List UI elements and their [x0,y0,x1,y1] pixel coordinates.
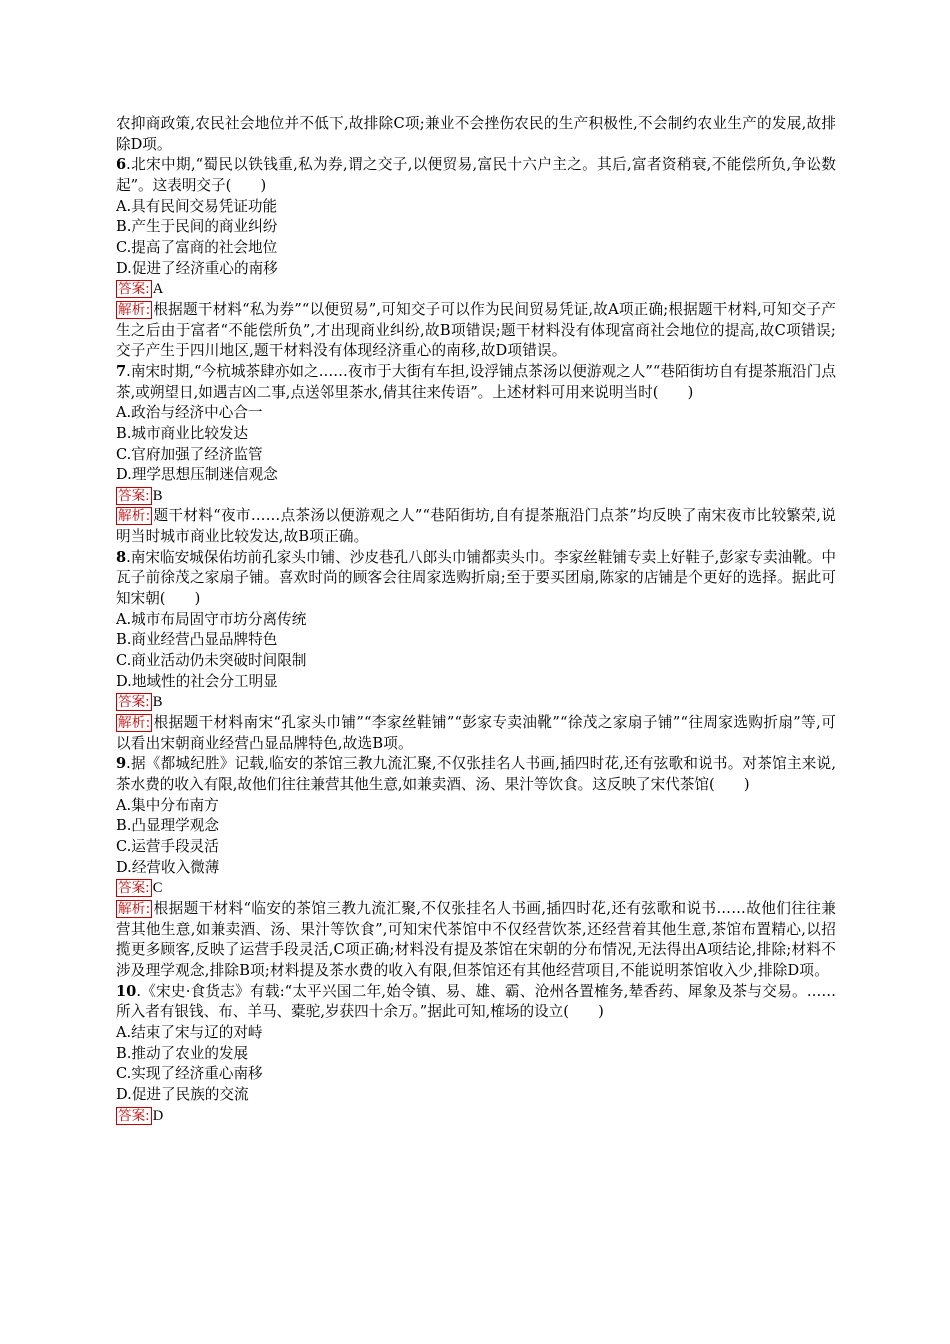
option-c: C.提高了富商的社会地位 [116,238,278,256]
explanation-line [116,713,836,754]
answer-value: C [152,880,163,897]
explanation-tag: 解析: [118,301,151,318]
question-text: .据《都城纪胜》记载,临安的茶馆三教九流汇聚,不仅张挂名人书画,插四时花,还有弦歌和说书。对茶馆主来说,茶水费的收入有限,故他们往往兼营其他生意,如兼卖酒、汤、果汁等饮食。这反映了宋代茶馆( ) [116,755,836,793]
question-text: .北宋中期,“蜀民以铁钱重,私为券,谓之交子,以便贸易,富民十六户主之。其后,富者资稍衰,不能偿所负,争讼数起”。这表明交子( ) [116,156,836,194]
question-6 [116,155,836,362]
option-d: D.理学思想压制迷信观念 [116,466,278,484]
question-7 [116,362,836,548]
question-text: .南宋临安城保佑坊前孔家头巾铺、沙皮巷孔八郎头巾铺都卖头巾。李家丝鞋铺专卖上好鞋子,彭家专卖油靴。中瓦子前徐茂之家扇子铺。喜欢时尚的顾客会往周家选购折扇;至于要买团扇,陈家的店铺是个更好的选择。据此可知宋朝( ) [116,548,836,608]
option-c: C.实现了经济重心南移 [116,1065,263,1083]
option-a: A.结束了宋与辽的对峙 [116,1023,263,1041]
question-number: 7 [116,362,127,380]
explanation-tag: 解析: [118,508,151,525]
option-c: C.商业活动仍未突破时间限制 [116,652,307,670]
question-10 [116,982,836,1127]
answer-line [116,1106,836,1127]
question-number: 10 [116,982,137,1000]
question-number: 9 [116,755,127,773]
answer-line [116,692,836,713]
explanation-text: 根据题干材料南宋“孔家头巾铺”“李家丝鞋铺”“彭家专卖油靴”“徐茂之家扇子铺”“往周家选购折扇”等,可以看出宋朝商业经营凸显品牌特色,故选B项。 [116,714,836,752]
explanation-tag: 解析: [118,715,151,732]
question-stem [116,754,836,795]
option-c: C.运营手段灵活 [116,837,219,855]
question-stem [116,155,836,196]
option-a: A.政治与经济中心合一 [116,404,263,422]
explanation-line [116,300,836,362]
option-a: A.城市布局固守市坊分离传统 [116,610,307,628]
answer-value: D [152,1107,164,1124]
explanation-tag: 解析: [118,900,151,917]
option-b: B.推动了农业的发展 [116,1044,249,1062]
answer-tag: 答案: [118,487,150,504]
explanation-line [116,899,836,982]
answer-line [116,486,836,507]
answer-tag: 答案: [118,694,150,711]
question-text: .《宋史·食货志》有载:“太平兴国二年,始令镇、易、雄、霸、沧州各置榷务,辇香药、犀象及茶与交易。……所入者有银钱、布、羊马、橐驼,岁获四十余万。”据此可知,榷场的设立( ) [116,982,836,1021]
option-b: B.产生于民间的商业纠纷 [116,218,278,236]
answer-value: B [152,487,163,504]
answer-tag: 答案: [118,880,150,897]
answer-value: B [152,694,163,711]
question-stem [116,548,836,610]
question-stem [116,362,836,403]
answer-line [116,878,836,899]
question-stem [116,982,836,1023]
question-9 [116,754,836,981]
option-c: C.官府加强了经济监管 [116,445,263,463]
intro-paragraph: 农抑商政策,农民社会地位并不低下,故排除C项;兼业不会挫伤农民的生产积极性,不会制约农业生产的发展,故排除D项。 [116,115,836,153]
explanation-text: 根据题干材料“私为券”“以便贸易”,可知交子可以作为民间贸易凭证,故A项正确;根据题干材料,可知交子产生之后由于富者“不能偿所负”,才出现商业纠纷,故B项错误;题干材料没有体现富商社会地位的提高,故C项错误;交子产生于四川地区,题干材料没有体现经济重心的南移,故D项错误。 [116,300,836,360]
question-8 [116,548,836,755]
explanation-text: 题干材料“夜市……点茶汤以便游观之人”“巷陌街坊,自有提茶瓶沿门点茶”均反映了南宋夜市比较繁荣,说明当时城市商业比较发达,故B项正确。 [116,507,836,546]
option-d: D.促进了经济重心的南移 [116,259,278,277]
question-text: .南宋时期,“今杭城茶肆亦如之……夜市于大街有车担,设浮铺点茶汤以便游观之人”“巷陌街坊自有提茶瓶沿门点茶,或朔望日,如遇吉凶二事,点送邻里茶水,倩其往来传语”。上述材料可用来说明当时( ) [116,362,836,401]
option-d: D.经营收入微薄 [116,858,220,876]
option-b: B.城市商业比较发达 [116,424,249,442]
question-number: 8 [116,548,127,566]
answer-value: A [152,281,164,298]
explanation-line [116,506,836,547]
option-b: B.商业经营凸显品牌特色 [116,631,278,649]
explanation-text: 根据题干材料“临安的茶馆三教九流汇聚,不仅张挂名人书画,插四时花,还有弦歌和说书……故他们往往兼营其他生意,如兼卖酒、汤、果汁等饮食”,可知宋代茶馆中不仅经营饮茶,还经营着其他生意,茶馆布置精心,以招揽更多顾客,反映了运营手段灵活,C项正确;材料没有提及茶馆在宋朝的分布情况,无法得出A项结论,排除;材料不涉及理学观念,排除B项;材料提及茶水费的收入有限,但茶馆还有其他经营项目,不能说明茶馆收入少,排除D项。 [116,899,836,979]
document-page [116,114,836,1126]
answer-tag: 答案: [118,281,150,298]
option-d: D.地域性的社会分工明显 [116,672,278,690]
option-a: A.具有民间交易凭证功能 [116,197,278,215]
option-b: B.凸显理学观念 [116,817,219,835]
option-a: A.集中分布南方 [116,796,219,814]
question-number: 6 [116,156,127,174]
answer-line [116,279,836,300]
option-d: D.促进了民族的交流 [116,1085,249,1103]
answer-tag: 答案: [118,1107,150,1124]
